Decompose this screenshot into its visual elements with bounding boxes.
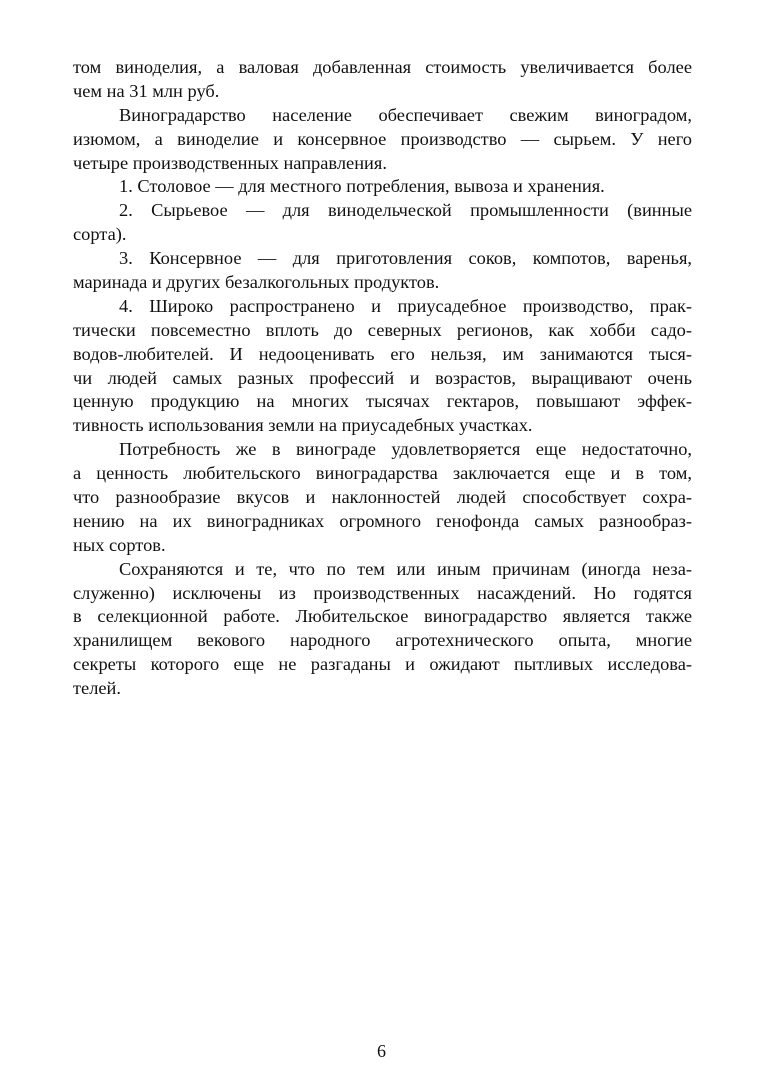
text-line: 1. Столовое — для местного потребления, вывоза и хранения. xyxy=(119,176,605,197)
text-line: нению на их виноградниках огромного генофонда самых разнообраз- xyxy=(73,510,692,531)
text-line: маринада и других безалкогольных продуктов. xyxy=(73,272,440,293)
text-line: четыре производственных направления. xyxy=(73,152,387,173)
text-line: ных сортов. xyxy=(73,534,166,555)
text-line: тивность использования земли на приусадебных участках. xyxy=(73,415,533,436)
text-line: хранилищем векового народного агротехнического опыта, многие xyxy=(73,630,692,651)
text-line: а ценность любительского виноградарства заключается еще и в том, xyxy=(73,463,692,484)
text-line: чем на 31 млн руб. xyxy=(73,80,220,101)
text-line: изюмом, а виноделие и консервное производство — сырьем. У него xyxy=(73,128,692,149)
text-line: чи людей самых разных профессий и возрастов, выращивают очень xyxy=(73,367,692,388)
text-line: водов-любителей. И недооценивать его нельзя, им занимаются тыся- xyxy=(73,343,692,364)
text-line: тически повсеместно вплоть до северных регионов, как хобби садо- xyxy=(73,319,692,340)
text-line: секреты которого еще не разгаданы и ожидают пытливых исследова- xyxy=(73,654,692,675)
text-line: ценную продукцию на многих тысячах гектаров, повышают эффек- xyxy=(73,391,692,412)
text-line: Сохраняются и те, что по тем или иным причинам (иногда неза- xyxy=(119,558,692,579)
page-number: 6 xyxy=(377,1041,386,1061)
text-line: служенно) исключены из производственных насаждений. Но годятся xyxy=(73,582,692,603)
text-line: телей. xyxy=(73,678,121,699)
text-line: Потребность же в винограде удовлетворяется еще недостаточно, xyxy=(119,439,692,460)
text-line: Виноградарство население обеспечивает свежим виноградом, xyxy=(119,104,692,125)
text-line: в селекционной работе. Любительское виноградарство является также xyxy=(73,606,692,627)
page-body xyxy=(73,56,692,701)
text-line: том виноделия, а валовая добавленная стоимость увеличивается более xyxy=(73,57,692,77)
text-line: 3. Консервное — для приготовления соков, компотов, варенья, xyxy=(119,248,692,269)
text-line: сорта). xyxy=(73,224,127,245)
text-line: 2. Сырьевое — для винодельческой промышленности (винные xyxy=(119,200,692,221)
text-line: что разнообразие вкусов и наклонностей людей способствует сохра- xyxy=(73,487,692,508)
text-line: 4. Широко распространено и приусадебное производство, прак- xyxy=(119,295,692,316)
